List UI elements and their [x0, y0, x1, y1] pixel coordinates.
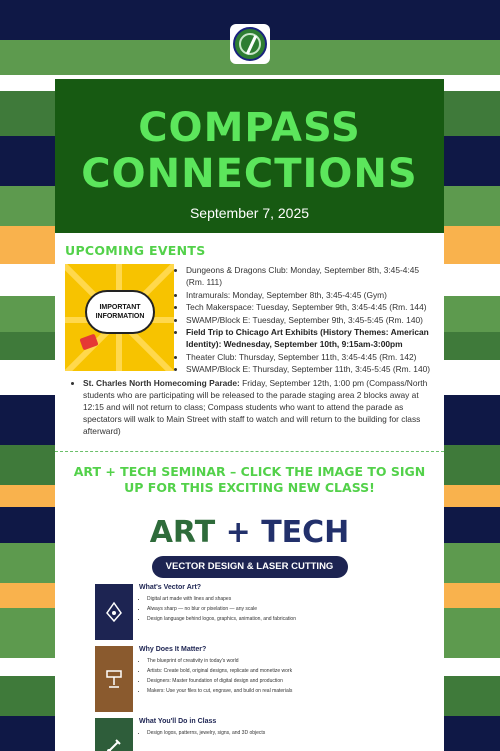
- title-line-1: COMPASS: [138, 105, 361, 151]
- upcoming-events-title: UPCOMING EVENTS: [65, 243, 206, 258]
- newsletter-date: September 7, 2025: [189, 205, 310, 221]
- flyer-section-heading: What's Vector Art?: [139, 583, 202, 591]
- list-item: • Artists: Create bold, original designs, replicate and monetize work: [147, 666, 292, 676]
- newsletter-header: [55, 79, 444, 233]
- tools-icon: [95, 718, 133, 751]
- list-item: • Always sharp — no blur or pixelation — any scale: [147, 604, 296, 614]
- vector-pen-icon: [95, 584, 133, 640]
- title-line-2: CONNECTIONS: [81, 151, 418, 197]
- list-item: • Tech Makerspace: Tuesday, September 9th, 3:45-4:45 (Rm. 144): [186, 301, 434, 313]
- speech-bubble: IMPORTANT INFORMATION: [85, 290, 155, 334]
- laser-icon: [95, 646, 133, 712]
- flyer-heading: ART + TECH: [149, 514, 350, 550]
- megaphone-icon: [79, 334, 98, 351]
- flyer-section-heading: Why Does It Matter?: [139, 645, 207, 653]
- list-item: • Makers: Use your files to cut, engrave, and build on real materials: [147, 686, 292, 696]
- list-item: • Intramurals: Monday, September 8th, 3:45-4:45 (Gym): [186, 289, 434, 301]
- newsletter-card: [55, 79, 444, 751]
- important-information-image[interactable]: [65, 264, 174, 371]
- upcoming-events-section: [55, 233, 444, 437]
- list-item: • The blueprint of creativity in today's world: [147, 656, 292, 666]
- compass-logo-icon: [233, 27, 267, 61]
- art-tech-flyer-image[interactable]: [55, 516, 444, 751]
- flyer-banner: VECTOR DESIGN & LASER CUTTING: [152, 556, 348, 578]
- seminar-title: ART + TECH SEMINAR – CLICK THE IMAGE TO SIGN UP FOR THIS EXCITING NEW CLASS!: [73, 463, 426, 495]
- list-item: • SWAMP/Block E: Thursday, September 11th, 3:45-5:45 (Rm. 140): [186, 363, 434, 375]
- newsletter-title: [55, 79, 444, 197]
- list-item: • Theater Club: Thursday, September 11th, 3:45-4:45 (Rm. 142): [186, 351, 434, 363]
- list-item: • Digital art made with lines and shapes: [147, 594, 296, 604]
- list-item: • Field Trip to Chicago Art Exhibits (History Themes: American Identity): Wednesday, September 10th, 9:15am-3:00pm: [186, 326, 434, 350]
- list-item: • St. Charles North Homecoming Parade: Friday, September 12th, 1:00 pm (Compass/North students who are participating will be released to the parade staging area 2 blocks away at 12:15 and will not return to class; Compass students who want to attend the parade as spectators will walk to Main Street with staff to watch and will return to the building for class afterward): [83, 377, 434, 437]
- flyer-section: [95, 646, 404, 712]
- list-item: • Dungeons & Dragons Club: Monday, September 8th, 3:45-4:45 (Rm. 111): [186, 264, 434, 288]
- list-item: • Designers: Master foundation of digital design and production: [147, 676, 292, 686]
- homecoming-item: [65, 376, 434, 437]
- list-item: • Design language behind logos, graphics, animation, and fabrication: [147, 614, 296, 624]
- flyer-section: [95, 584, 404, 640]
- list-item: • Design logos, patterns, jewelry, signs, and 3D objects: [147, 728, 265, 738]
- flyer-section: [95, 718, 404, 751]
- flyer-section-heading: What You'll Do in Class: [139, 717, 217, 725]
- compass-logo[interactable]: [230, 24, 270, 64]
- list-item: • SWAMP/Block E: Tuesday, September 9th, 3:45-5:45 (Rm. 140): [186, 314, 434, 326]
